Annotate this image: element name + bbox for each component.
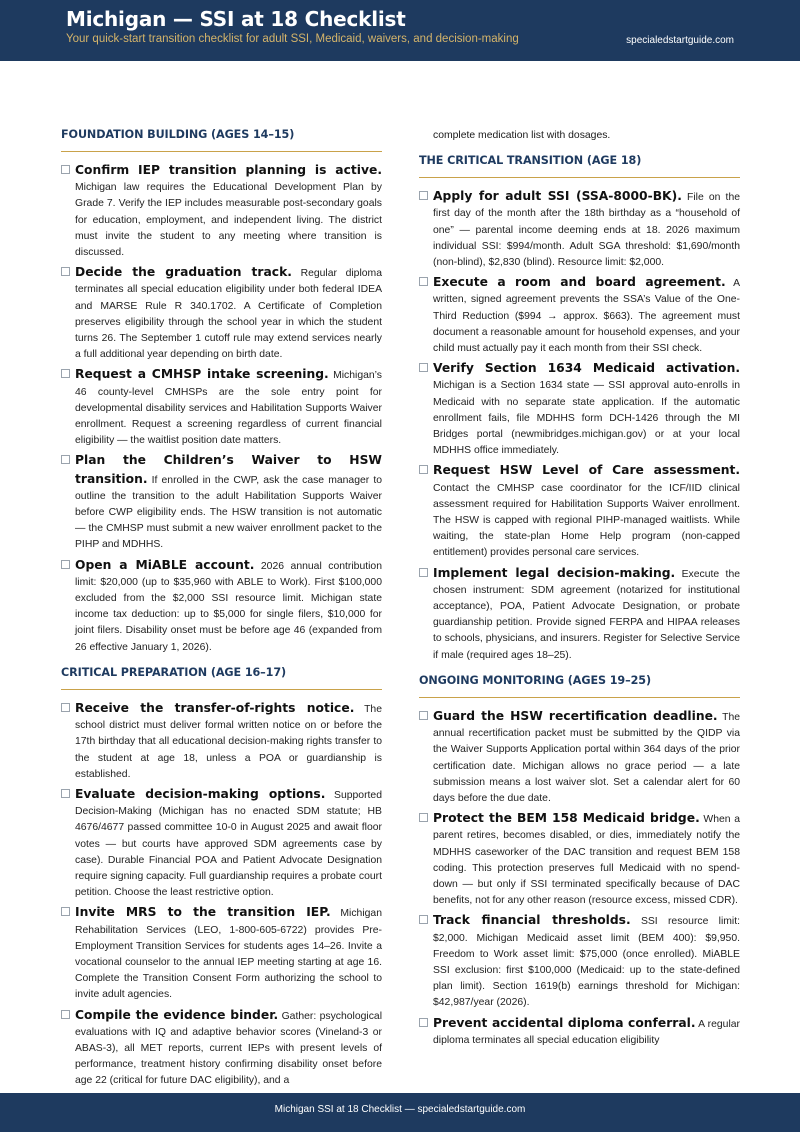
- item-body: SSI resource limit: $2,000. Michigan Medicaid asset limit (BEM 400): $9,950. Freedom to Work asset limit: $75,000 (once enrolled). MiABLE SSI exclusion: first $100,000 (Medicaid: up to the state-defined plan limit). Section 1619(b) earnings threshold for Michigan: $42,987/year (2026).: [433, 916, 740, 1009]
- item-lead: Receive the transfer-of-rights notice.: [75, 700, 355, 715]
- item-lead: Guard the HSW recertification deadline.: [433, 708, 718, 723]
- item-lead: Request a CMHSP intake screening.: [75, 367, 329, 382]
- item-body: Supported Decision-Making (Michigan has no enacted SDM statute; HB 4676/4677 passed committee 10-0 in August 2025 and await floor votes — but courts have approved SDM agreements case by case). Durable Financial POA and Patient Advocate Designation require signing capacity. Full guardianship requires a probate court petition. Choose the least restrictive option.: [75, 789, 382, 899]
- page-header: [0, 0, 800, 61]
- item-body: Execute the chosen instrument: SDM agreement (notarized for institutional acceptance), POA, Patient Advocate Designation, or probate guardianship petition. Provide signed FERPA and HIPAA releases to schools, physicians, and insurers. Register for Selective Service if male (required ages 18–25).: [433, 568, 741, 661]
- checkbox[interactable]: [61, 703, 70, 712]
- checkbox[interactable]: [61, 1010, 70, 1019]
- checkbox[interactable]: [419, 568, 428, 577]
- checklist-item: [419, 1015, 740, 1049]
- item-body: 2026 annual contribution limit: $20,000 (up to $35,960 with ABLE to Work). First $100,000 excluded from the $2,000 SSI resource limit. Michigan state income tax deduction: up to $5,000 for single filers, $10,000 for joint filers. Disability onset must be before age 46 (expanded from 26 effective January 1, 2026).: [75, 560, 382, 653]
- item-lead: Compile the evidence binder.: [75, 1007, 279, 1022]
- checklist-item: [419, 810, 740, 909]
- checkbox[interactable]: [61, 369, 70, 378]
- checklist-item: [419, 188, 740, 271]
- section-title-critical-transition: THE CRITICAL TRANSITION (AGE 18): [419, 154, 740, 178]
- item-lead: Apply for adult SSI (SSA-8000-BK).: [433, 189, 682, 204]
- item-body: Regular diploma terminates all special education eligibility under both federal IDEA and MARSE Rule R 340.1702. A Certificate of Completion preserves eligibility through the school year in which the student turns 26. The September 1 cutoff rule may extend services nearly a full additional year depending on birth date.: [75, 268, 382, 361]
- checklist-item: [419, 565, 740, 664]
- checklist-item: [61, 366, 382, 449]
- item-lead: Implement legal decision-making.: [433, 565, 676, 580]
- checklist-item: [61, 904, 382, 1003]
- item-body: A regular diploma terminates all special education eligibility: [433, 1018, 740, 1046]
- item-lead: Evaluate decision-making options.: [75, 786, 326, 801]
- item-lead: Verify Section 1634 Medicaid activation.: [433, 361, 740, 376]
- item-body: Michigan Rehabilitation Services (LEO, 1-800-605-6722) provides Pre-Employment Transition Services for students ages 14–26. Invite a vocational counselor to the annual IEP meeting starting at age 16. Complete the Transition Consent Form authorizing the school to invite adult agencies.: [75, 908, 382, 1001]
- item-lead: Plan the Children’s Waiver to HSW transition.: [75, 453, 382, 486]
- checkbox[interactable]: [419, 915, 428, 924]
- checkbox[interactable]: [61, 789, 70, 798]
- item-lead: Prevent accidental diploma conferral.: [433, 1015, 696, 1030]
- checkbox[interactable]: [419, 813, 428, 822]
- item-lead: Track financial thresholds.: [433, 913, 631, 928]
- page-subtitle: Your quick-start transition checklist for adult SSI, Medicaid, waivers, and decision-making: [66, 33, 519, 45]
- checkbox[interactable]: [419, 465, 428, 474]
- checklist-item: [419, 274, 740, 357]
- item-body: Gather: psychological evaluations with IQ and adaptive behavior scores (Vineland-3 or ABAS-3), all MET reports, current IEPs with present levels of performance, treatment history confirming disability onset before age 22 (critical for future DAC eligibility), and a: [75, 1010, 382, 1087]
- section-title-critical-preparation: CRITICAL PREPARATION (AGE 16–17): [61, 666, 382, 690]
- checklist-item: [61, 264, 382, 363]
- item-lead: Invite MRS to the transition IEP.: [75, 905, 331, 920]
- item-lead: Protect the BEM 158 Medicaid bridge.: [433, 811, 700, 826]
- item-body: When a parent retires, becomes disabled, or dies, immediately notify the MDHHS caseworker of the DAC transition and request BEM 158 coding. This protection preserves full Medicaid with no spend-down — but only if SSI terminated specifically because of DAC benefits, not for any other reason (resource excess, missed CDR).: [433, 814, 740, 907]
- item-lead: Open a MiABLE account.: [75, 557, 255, 572]
- checkbox[interactable]: [419, 1018, 428, 1027]
- item-body: If enrolled in the CWP, ask the case manager to outline the transition to the adult Habilitation Supports Waiver before CWP eligibility ends. The HSW transition is not automatic — the CMHSP must submit a new waiver enrollment packet to the PIHP and MDHHS.: [75, 474, 382, 551]
- checklist-item: [419, 462, 740, 561]
- item-body: The school district must deliver formal written notice on or before the 17th birthday that all educational decision-making rights transfer to the student at age 18, unless a POA or guardianship is established.: [75, 703, 382, 780]
- item-body: A written, signed agreement prevents the SSA’s Value of the One-Third Reduction ($994 → approx. $663). The agreement must document a reasonable amount for household expenses, and your child must actually pay it each month from their SSI check.: [433, 278, 740, 355]
- checklist-item: [419, 360, 740, 459]
- checklist-item: [61, 162, 382, 261]
- checklist-item: [61, 1007, 382, 1090]
- item-body: Contact the CMHSP case coordinator for the ICF/IID clinical assessment required for Habilitation Supports Waiver enrollment. The HSW is capped with regional PIHP-managed waitlists. While waiting, the state-plan Home Help program (non-capped entitlement) provides personal care services.: [433, 482, 740, 559]
- checkbox[interactable]: [61, 560, 70, 569]
- item-lead: Confirm IEP transition planning is active.: [75, 163, 382, 177]
- item-body: The annual recertification packet must be submitted by the QIDP via the Waiver Supports Application portal within 364 days of the prior certification date. Michigan allows no grace period — a late submission means a lost waiver slot. Set a calendar alert for 60 days before the due date.: [433, 711, 741, 804]
- section-title-foundation: FOUNDATION BUILDING (AGES 14–15): [61, 128, 382, 152]
- checkbox[interactable]: [61, 907, 70, 916]
- checkbox[interactable]: [419, 277, 428, 286]
- site-url[interactable]: specialedstartguide.com: [626, 35, 734, 46]
- page-title: Michigan — SSI at 18 Checklist: [66, 7, 406, 31]
- item-body: Michigan’s 46 county-level CMHSPs are the sole entry point for developmental disability services and Habilitation Supports Waiver enrollment. Request a screening regardless of current financial eligibility — the waitlist position date matters.: [75, 370, 382, 447]
- checkbox[interactable]: [61, 455, 70, 464]
- checkbox[interactable]: [419, 711, 428, 720]
- checklist-item: [419, 912, 740, 1011]
- checklist-item: [61, 452, 382, 553]
- checklist-item: [61, 786, 382, 901]
- item-body: Michigan law requires the Educational Development Plan by Grade 7. Verify the IEP includes measurable post-secondary goals for education, employment, and independent living. The district must invite the student to any meeting where transition is discussed.: [75, 182, 382, 259]
- section-title-ongoing-monitoring: ONGOING MONITORING (AGES 19–25): [419, 674, 740, 698]
- item-lead: Decide the graduation track.: [75, 265, 292, 280]
- page-footer: [0, 1093, 800, 1132]
- checklist-item: [419, 708, 740, 807]
- checkbox[interactable]: [419, 191, 428, 200]
- left-column: [61, 128, 382, 1093]
- footer-text: Michigan SSI at 18 Checklist — specialedstartguide.com: [274, 1104, 526, 1115]
- checklist-item: [61, 557, 382, 656]
- checkbox[interactable]: [419, 363, 428, 372]
- item-lead: Request HSW Level of Care assessment.: [433, 463, 740, 478]
- checkbox[interactable]: [61, 267, 70, 276]
- item-body: File on the first day of the month after the 18th birthday as a “household of one” — parental income deeming ends at 18. 2026 maximum individual SSI: $994/month. Adult SGA threshold: $1,690/month (non-blind), $2,830 (blind). Resource limit: $2,000.: [433, 192, 740, 269]
- item-continuation: complete medication list with dosages.: [433, 130, 611, 141]
- right-column: [419, 128, 740, 1052]
- item-lead: Execute a room and board agreement.: [433, 275, 726, 290]
- item-body: Michigan is a Section 1634 state — SSI approval auto-enrolls in Medicaid with no separate state application. If the automatic enrollment fails, file MDHHS form DCH-1426 through the MI Bridges portal (newmibridges.michigan.gov) or at your local MDHHS office immediately.: [433, 380, 740, 457]
- checklist-item: [61, 700, 382, 783]
- checkbox[interactable]: [61, 165, 70, 174]
